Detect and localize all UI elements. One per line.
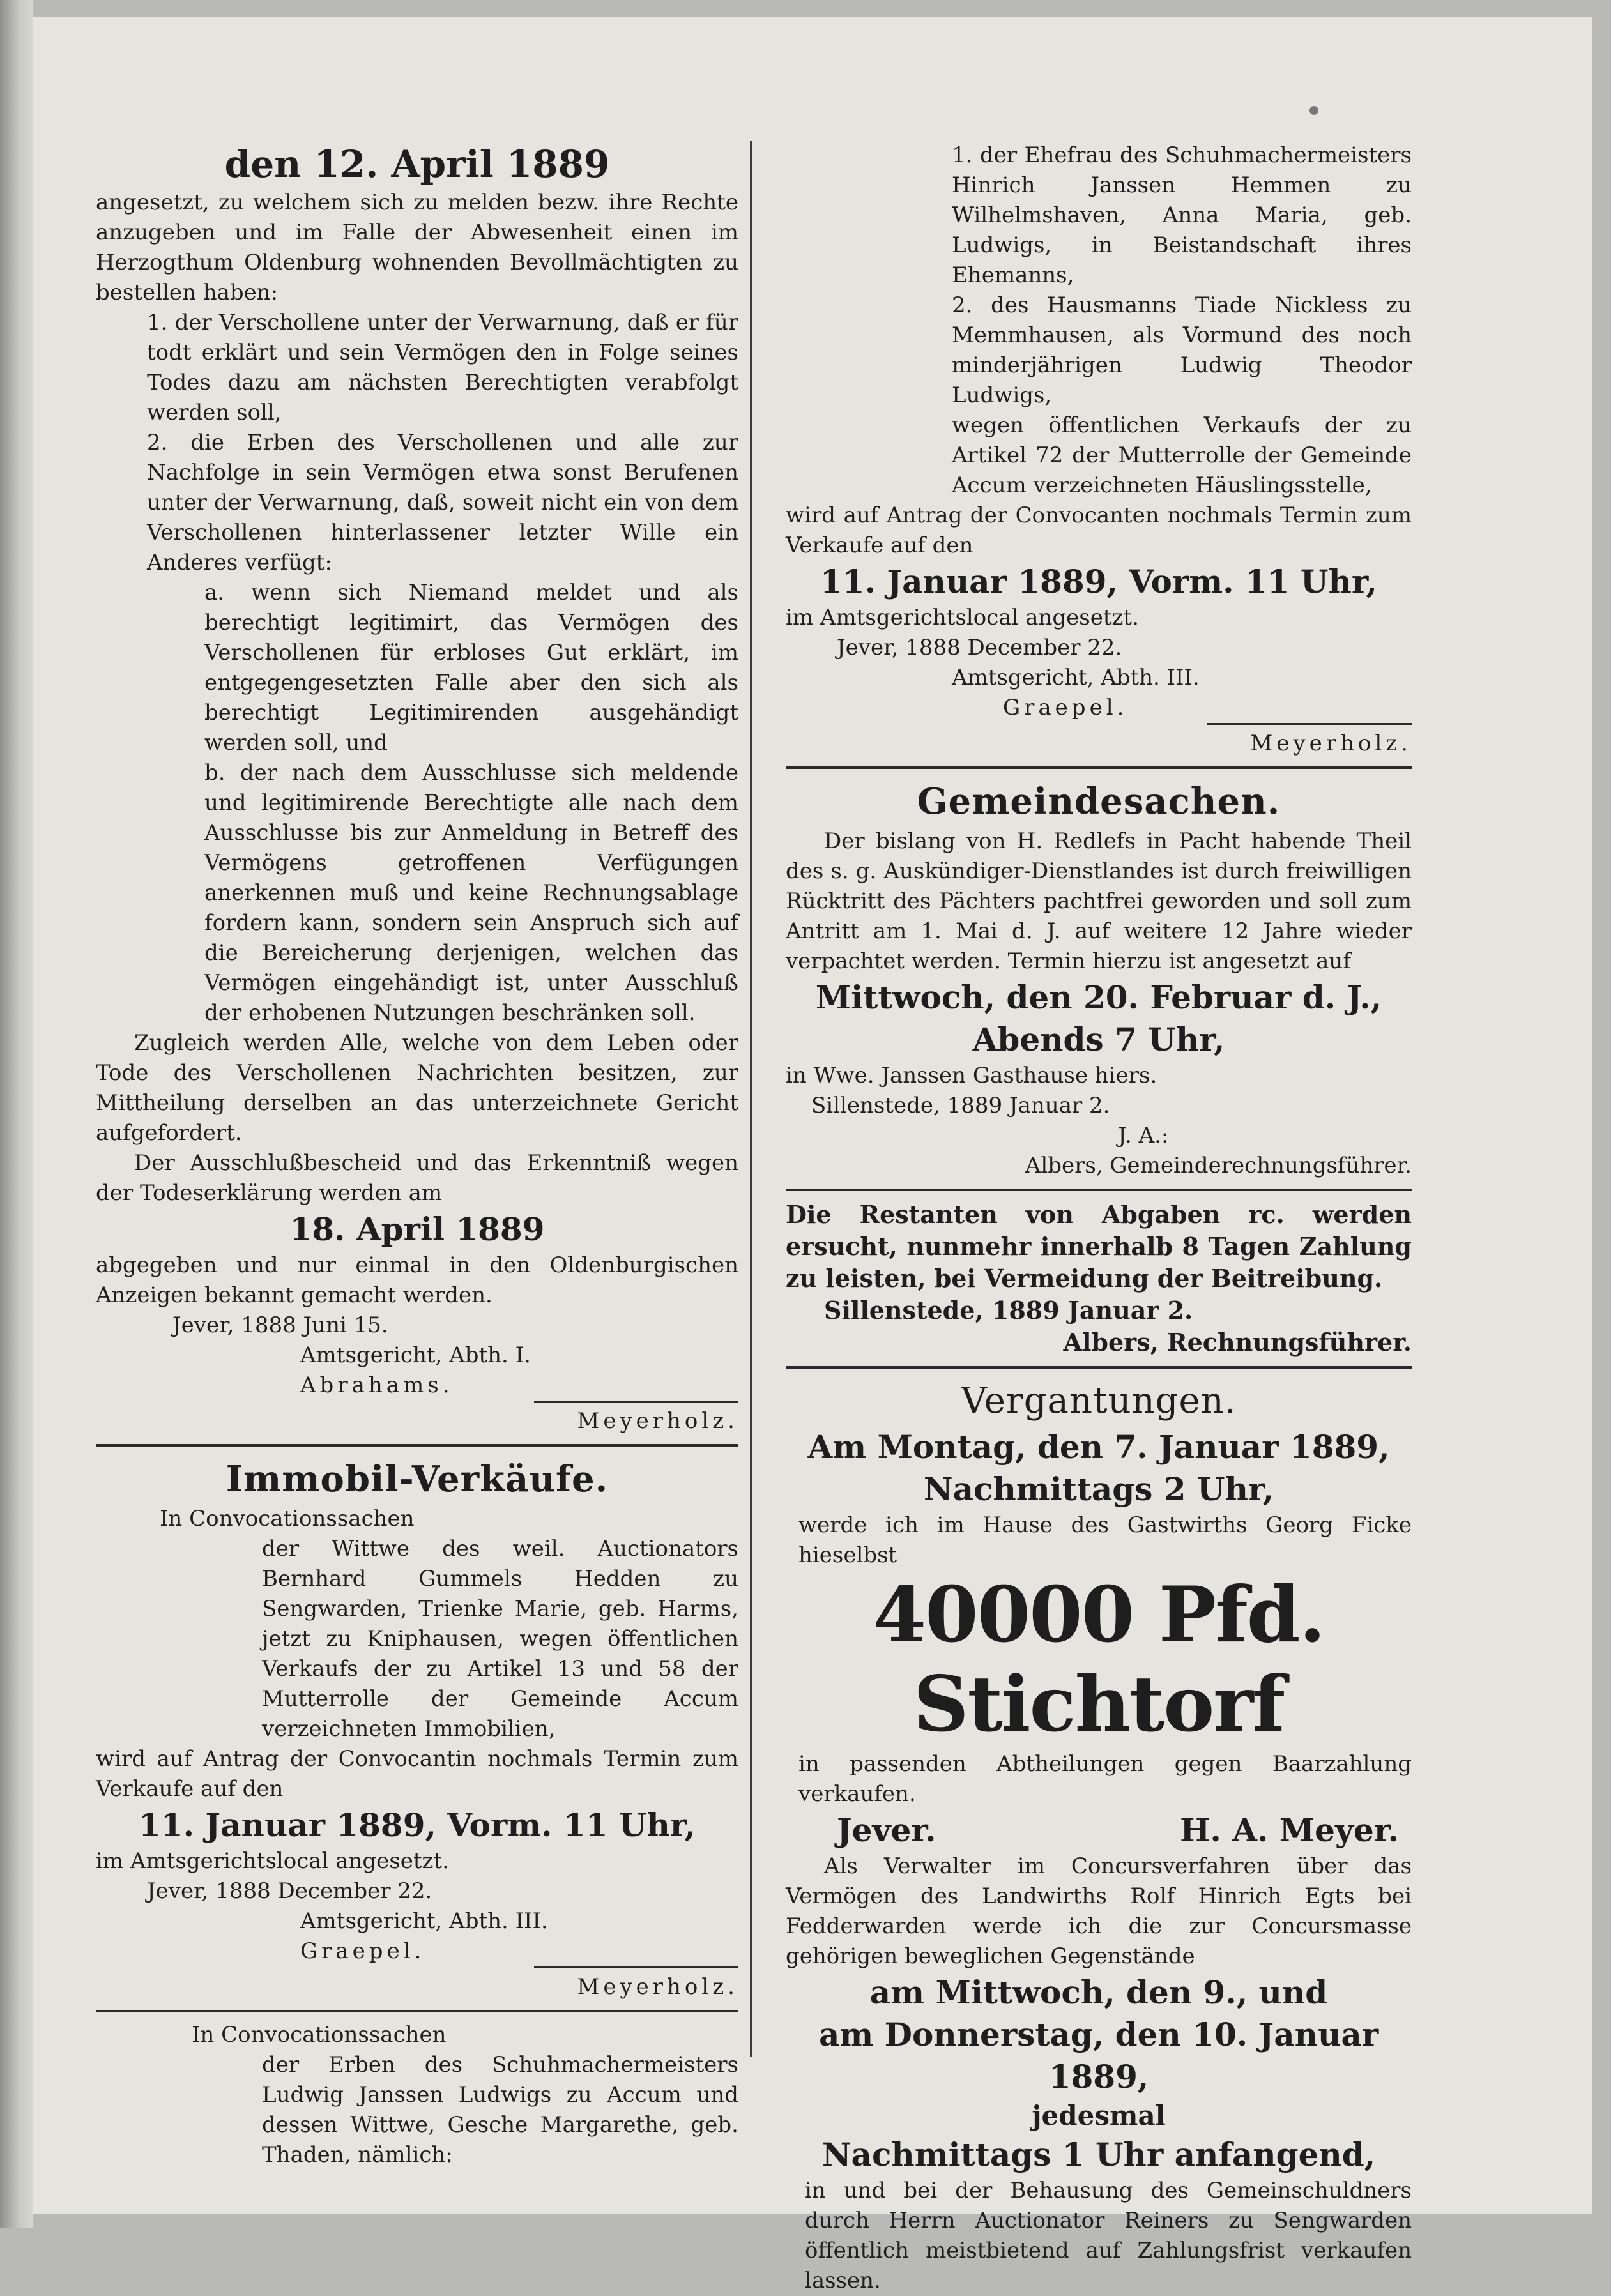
list-item: wegen öffentlichen Verkaufs der zu Artikel 72 der Mutterrolle der Gemeinde Accum verzeichneten Häuslingsstelle, bbox=[952, 413, 1412, 498]
notice-paragraph: abgegeben und nur einmal in den Oldenburgischen Anzeigen bekannt gemacht werden. bbox=[96, 1252, 738, 1308]
time-line: Nachmittags 1 Uhr anfangend, bbox=[821, 2136, 1376, 2173]
column-divider bbox=[750, 141, 752, 2057]
date-line: 18. April 1889 bbox=[289, 1210, 545, 1248]
section-heading: Immobil-Verkäufe. bbox=[225, 1458, 609, 1500]
notice-paragraph: in passenden Abtheilungen gegen Baarzahlung verkaufen. bbox=[798, 1751, 1412, 1807]
date-line: 11. Januar 1889, Vorm. 11 Uhr, bbox=[820, 563, 1377, 600]
place-date: Jever, 1888 December 22. bbox=[147, 1878, 432, 1904]
section-rule bbox=[786, 766, 1412, 769]
date-line: 11. Januar 1889, Vorm. 11 Uhr, bbox=[139, 1806, 696, 1844]
court-name: Amtsgericht, Abth. III. bbox=[952, 665, 1200, 690]
judge-signature: Graepel. bbox=[300, 1938, 425, 1964]
court-name: Amtsgericht, Abth. III. bbox=[300, 1908, 548, 1934]
notice-paragraph: werde ich im Hause des Gastwirths Georg Ficke hieselbst bbox=[798, 1512, 1412, 1568]
right-column bbox=[786, 141, 1412, 2296]
judge-signature: Graepel. bbox=[1003, 695, 1128, 720]
headline-product: 40000 Pfd. Stichtorf bbox=[873, 1570, 1325, 1749]
seller-name: H. A. Meyer. bbox=[1180, 1811, 1399, 1849]
sub-list-item: a. wenn sich Niemand meldet und als berechtigt legitimirt, das Vermögen des Verschollenen für erbloses Gut erklärt, im entgegengesetzten Falle aber den sich als berechtigt Legitimirenden ausgehändigt werden soll, und bbox=[204, 580, 738, 756]
date-line: am Donnerstag, den 10. Januar 1889, bbox=[818, 2016, 1379, 2095]
time-line: Nachmittags 2 Uhr, bbox=[923, 1470, 1274, 1508]
section-rule bbox=[96, 1444, 738, 1447]
convocation-intro: In Convocationssachen bbox=[192, 2022, 447, 2048]
sub-list-item: b. der nach dem Ausschlusse sich meldende und legitimirende Berechtigte alle nach dem Ausschlusse bis zur Anmeldung in Betreff des Vermögens getroffenen Verfügungen anerkennen muß und keine Rechnungsablage fordern kann, sondern sein Anspruch sich auf die Bereicherung derjenigen, welchen das Vermögen eingehändigt ist, unter Ausschluß der erhobenen Nutzungen beschränken soll. bbox=[204, 760, 738, 1026]
location-line: in Wwe. Janssen Gasthause hiers. bbox=[786, 1063, 1157, 1088]
signature-rule bbox=[1207, 723, 1412, 725]
notice-paragraph: wird auf Antrag der Convocanten nochmals Termin zum Verkaufe auf den bbox=[786, 503, 1412, 558]
clerk-signature: Meyerholz. bbox=[577, 1408, 738, 1434]
location-line: im Amtsgerichtslocal angesetzt. bbox=[786, 605, 1139, 630]
notice-paragraph: wird auf Antrag der Convocantin nochmals Termin zum Verkaufe auf den bbox=[96, 1746, 738, 1802]
notice-paragraph: Der Ausschlußbescheid und das Erkenntniß wegen der Todeserklärung werden am bbox=[96, 1150, 738, 1206]
section-heading: Vergantungen. bbox=[961, 1380, 1237, 1422]
section-rule bbox=[786, 1189, 1412, 1191]
official-signature: Albers, Rechnungsführer. bbox=[1063, 1328, 1412, 1357]
notice-paragraph: Zugleich werden Alle, welche von dem Leben oder Tode des Verschollenen Nachrichten besitzen, zur Mittheilung derselben an das unterzeichnete Gericht aufgefordert. bbox=[96, 1030, 738, 1146]
book-spine-edge bbox=[0, 0, 33, 2228]
notice-paragraph: in und bei der Behausung des Gemeinschuldners durch Herrn Auctionator Reiners zu Sengwarden öffentlich meistbietend auf Zahlungsfrist verkaufen lassen. bbox=[805, 2178, 1412, 2293]
time-line: Abends 7 Uhr, bbox=[972, 1021, 1225, 1058]
arrears-notice: Die Restanten von Abgaben rc. werden ersucht, nunmehr innerhalb 8 Tagen Zahlung zu leisten, bei Vermeidung der Beitreibung. bbox=[786, 1200, 1412, 1293]
location-line: im Amtsgerichtslocal angesetzt. bbox=[96, 1848, 449, 1874]
summons-paragraph: angesetzt, zu welchem sich zu melden bezw. ihre Rechte anzugeben und im Falle der Abwesenheit einen im Herzogthum Oldenburg wohnenden Bevollmächtigten zu bestellen haben: bbox=[96, 190, 738, 305]
date-line: jedesmal bbox=[1032, 2100, 1166, 2131]
list-item: 1. der Verschollene unter der Verwarnung, daß er für todt erklärt und sein Vermögen den in Folge seines Todes dazu am nächsten Berechtigten verabfolgt werden soll, bbox=[147, 310, 738, 425]
judge-signature: Abrahams. bbox=[300, 1372, 454, 1398]
date-heading: den 12. April 1889 bbox=[224, 142, 610, 186]
seller-signature-row bbox=[786, 1809, 1412, 1851]
clerk-signature: Meyerholz. bbox=[1250, 731, 1412, 756]
section-heading: Gemeindesachen. bbox=[917, 780, 1281, 823]
notice-paragraph: Der bislang von H. Redlefs in Pacht habende Theil des s. g. Auskündiger-Dienstlandes ist durch freiwilligen Rücktritt des Pächters pachtfrei geworden und soll zum Antritt am 1. Mai d. J. auf weitere 12 Jahre wieder verpachtet werden. Termin hierzu ist angesetzt auf bbox=[786, 828, 1412, 974]
list-item: 2. die Erben des Verschollenen und alle zur Nachfolge in sein Vermögen etwa sonst Berufenen unter der Verwarnung, daß, soweit nicht ein von dem Verschollenen hinterlassener letzter Wille ein Anderes verfügt: bbox=[147, 430, 738, 575]
place-name: Jever. bbox=[837, 1811, 936, 1849]
signature-rule bbox=[534, 1401, 738, 1403]
signature-rule bbox=[534, 1966, 738, 1968]
official-signature: Albers, Gemeinderechnungsführer. bbox=[1025, 1153, 1412, 1178]
convocation-body: der Erben des Schuhmachermeisters Ludwig Janssen Ludwigs zu Accum und dessen Wittwe, Gesche Margarethe, geb. Thaden, nämlich: bbox=[262, 2052, 738, 2168]
section-rule bbox=[786, 1366, 1412, 1369]
list-item: 2. des Hausmanns Tiade Nickless zu Memmhausen, als Vormund des noch minderjährigen Ludwig Theodor Ludwigs, bbox=[952, 293, 1412, 408]
convocation-body: der Wittwe des weil. Auctionators Bernhard Gummels Hedden zu Sengwarden, Trienke Marie, geb. Harms, jetzt zu Kniphausen, wegen öffentlichen Verkaufs der zu Artikel 13 und 58 der Mutterrolle der Gemeinde Accum verzeichneten Immobilien, bbox=[262, 1536, 738, 1742]
date-line: Mittwoch, den 20. Februar d. J., bbox=[815, 978, 1382, 1016]
date-line: Am Montag, den 7. Januar 1889, bbox=[807, 1428, 1390, 1466]
place-date: Jever, 1888 Juni 15. bbox=[172, 1312, 388, 1338]
notice-paragraph: Als Verwalter im Concursverfahren über das Vermögen des Landwirths Rolf Hinrich Egts bei Fedderwarden werde ich die zur Concursmasse gehörigen beweglichen Gegenstände bbox=[786, 1853, 1412, 1969]
date-line: am Mittwoch, den 9., und bbox=[869, 1973, 1328, 2011]
court-name: Amtsgericht, Abth. I. bbox=[300, 1342, 531, 1368]
clerk-signature: Meyerholz. bbox=[577, 1974, 738, 2000]
place-date: Sillenstede, 1889 Januar 2. bbox=[824, 1296, 1193, 1325]
place-date: Sillenstede, 1889 Januar 2. bbox=[811, 1093, 1110, 1118]
list-item: 1. der Ehefrau des Schuhmachermeisters Hinrich Janssen Hemmen zu Wilhelmshaven, Anna Maria, geb. Ludwigs, in Beistandschaft ihres Ehemanns, bbox=[952, 142, 1412, 288]
ink-spot bbox=[1309, 106, 1318, 115]
convocation-intro: In Convocationssachen bbox=[160, 1506, 415, 1532]
place-date: Jever, 1888 December 22. bbox=[837, 635, 1122, 660]
section-rule bbox=[96, 2010, 738, 2012]
left-column bbox=[96, 141, 738, 2170]
signature-prefix: J. A.: bbox=[1118, 1123, 1169, 1148]
